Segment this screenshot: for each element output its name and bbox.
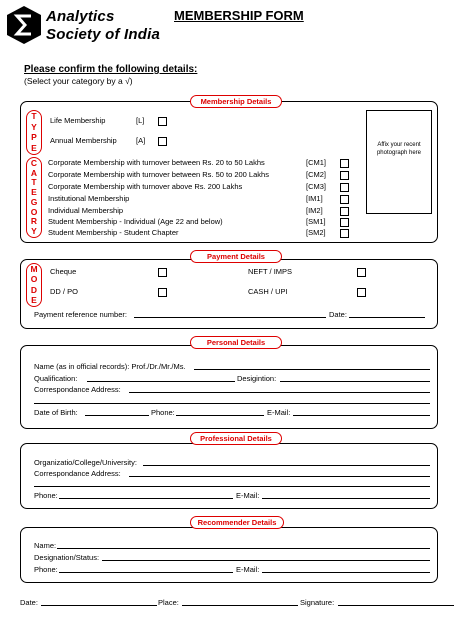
personal-phone-label: Phone: [151,408,175,417]
type-life-code: [L] [136,116,145,125]
category-sm1-label: Student Membership - Individual (Age 22 and below) [48,217,223,226]
professional-address-input-2[interactable] [34,486,430,487]
mode-letter: D [30,284,38,295]
category-cm3-label: Corporate Membership with turnover above Rs. 200 Lakhs [48,182,243,191]
type-life-label: Life Membership [50,116,106,125]
photo-box [366,110,432,214]
recommender-designation-label: Designation/Status: [34,553,100,562]
professional-email-input[interactable] [262,498,430,499]
category-im2-label: Individual Membership [48,206,124,215]
personal-email-input[interactable] [293,415,430,416]
type-vertical-label [26,110,42,155]
personal-email-label: E-Mail: [267,408,291,417]
category-sm1-code: [SM1] [306,217,326,226]
payment-cheque-checkbox[interactable] [158,268,167,277]
personal-phone-input[interactable] [176,415,264,416]
category-letter: A [30,167,38,178]
payment-dd-label: DD / PO [50,287,78,296]
category-sm2-checkbox[interactable] [340,229,349,238]
payment-cash-checkbox[interactable] [357,288,366,297]
professional-email-label: E-Mail: [236,491,260,500]
recommender-email-label: E-Mail: [236,565,260,574]
type-annual-label: Annual Membership [50,136,117,145]
personal-qualification-input[interactable] [87,381,235,382]
footer-place-input[interactable] [182,605,298,606]
professional-org-label: Organizatio/College/University: [34,458,137,467]
type-annual-checkbox[interactable] [158,137,167,146]
mode-vertical-label [26,263,42,307]
category-letter: G [30,196,38,207]
category-letter: C [30,157,38,168]
professional-phone-label: Phone: [34,491,58,500]
page-title: MEMBERSHIP FORM [174,8,304,23]
professional-address-label: Correspondance Address: [34,469,121,478]
type-letter: T [31,111,37,122]
payment-dd-checkbox[interactable] [158,288,167,297]
select-hint: (Select your category by a √) [24,76,133,86]
category-cm2-code: [CM2] [306,170,327,179]
category-cm2-checkbox[interactable] [340,171,349,180]
category-letter: E [31,187,37,198]
confirm-instruction: Please confirm the following details: [24,64,198,75]
category-letter: R [30,216,38,227]
personal-address-label: Correspondance Address: [34,385,121,394]
category-cm1-label: Corporate Membership with turnover between Rs. 20 to 50 Lakhs [48,158,265,167]
mode-letter: E [31,294,37,305]
personal-name-input[interactable] [194,369,430,370]
category-cm3-code: [CM3] [306,182,327,191]
recommender-designation-input[interactable] [102,560,430,561]
category-cm1-checkbox[interactable] [340,159,349,168]
payment-date-input[interactable] [349,317,425,318]
photo-instruction: Affix your recent photograph here [376,142,422,156]
personal-address-input-2[interactable] [34,403,430,404]
category-im1-label: Institutional Membership [48,194,130,203]
category-letter: O [30,206,38,217]
type-letter: P [31,132,37,143]
footer-signature-input[interactable] [338,605,454,606]
personal-designation-label: Desigintion: [237,374,277,383]
professional-address-input-1[interactable] [129,476,430,477]
payment-neft-checkbox[interactable] [357,268,366,277]
recommender-header: Recommender Details [190,516,284,529]
category-sm2-label: Student Membership - Student Chapter [48,228,179,237]
recommender-phone-input[interactable] [59,572,233,573]
payment-header: Payment Details [190,250,282,263]
type-annual-code: [A] [136,136,146,145]
category-cm2-label: Corporate Membership with turnover between Rs. 50 to 200 Lakhs [48,170,269,179]
category-cm1-code: [CM1] [306,158,327,167]
personal-qualification-label: Qualification: [34,374,78,383]
footer-date-input[interactable] [41,605,157,606]
recommender-name-label: Name: [34,541,57,550]
logo-sigma-icon [6,5,42,45]
personal-designation-input[interactable] [280,381,430,382]
professional-header: Professional Details [190,432,282,445]
payment-ref-input[interactable] [134,317,326,318]
professional-phone-input[interactable] [59,498,233,499]
mode-letter: O [30,274,38,285]
payment-neft-label: NEFT / IMPS [248,267,293,276]
personal-dob-input[interactable] [85,415,149,416]
footer-date-label: Date: [20,598,38,607]
category-vertical-label [26,157,42,238]
category-sm2-code: [SM2] [306,228,326,237]
logo-text-line2: Society of India [46,26,161,43]
mode-letter: M [30,264,38,275]
type-letter: Y [31,121,37,132]
footer-place-label: Place: [158,598,179,607]
type-letter: E [31,142,37,153]
payment-date-label: Date: [329,310,347,319]
category-im2-code: [IM2] [306,206,323,215]
personal-address-input-1[interactable] [129,392,430,393]
category-im1-code: [IM1] [306,194,323,203]
recommender-name-input[interactable] [57,548,430,549]
category-sm1-checkbox[interactable] [340,218,349,227]
category-letter: Y [31,226,37,237]
type-life-checkbox[interactable] [158,117,167,126]
footer-signature-label: Signature: [300,598,335,607]
personal-dob-label: Date of Birth: [34,408,78,417]
category-im2-checkbox[interactable] [340,207,349,216]
category-im1-checkbox[interactable] [340,195,349,204]
personal-name-label: Name (as in official records): Prof./Dr./Mr./Ms. [34,362,186,371]
category-letter: T [31,177,37,188]
membership-header: Membership Details [190,95,282,108]
payment-cash-label: CASH / UPI [248,287,288,296]
professional-org-input[interactable] [143,465,430,466]
payment-cheque-label: Cheque [50,267,77,276]
payment-ref-label: Payment reference number: [34,310,127,319]
logo-text-line1: Analytics [46,8,115,25]
recommender-email-input[interactable] [262,572,430,573]
personal-header: Personal Details [190,336,282,349]
category-cm3-checkbox[interactable] [340,183,349,192]
recommender-phone-label: Phone: [34,565,58,574]
